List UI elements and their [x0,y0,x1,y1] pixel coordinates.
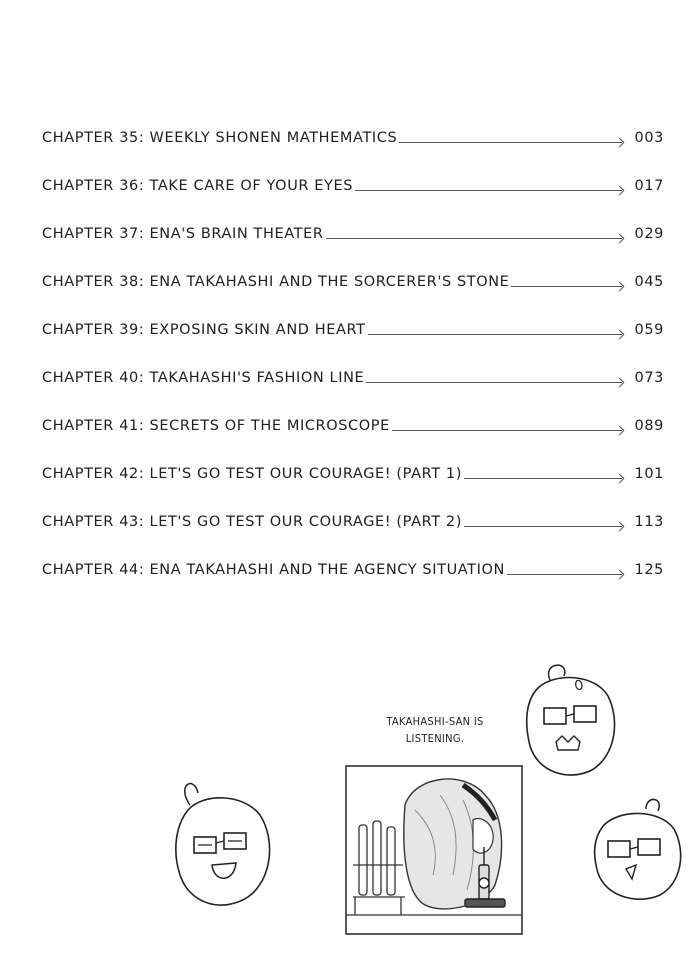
toc-entry-title: CHAPTER 39: EXPOSING SKIN AND HEART [42,322,366,338]
toc-entry[interactable] [42,408,664,434]
leader-arrow-icon [368,334,622,335]
leader-arrow-icon [399,142,622,143]
toc-entry-page: 073 [634,370,664,386]
toc-entry[interactable] [42,504,664,530]
toc-entry-page: 125 [634,562,664,578]
caption-line-2: LISTENING. [405,732,465,745]
toc-entry-page: 101 [634,466,664,482]
toc-entry-page: 029 [634,226,664,242]
toc-entry[interactable] [42,552,664,578]
leader-arrow-icon [355,190,622,191]
toc-entry-title: CHAPTER 37: ENA'S BRAIN THEATER [42,226,324,242]
leader-arrow-icon [326,238,622,239]
toc-entry[interactable] [42,312,664,338]
panel-caption [372,713,498,747]
toc-entry[interactable] [42,264,664,290]
toc-entry[interactable] [42,360,664,386]
toc-entry-title: CHAPTER 38: ENA TAKAHASHI AND THE SORCERER'S STONE [42,274,510,290]
toc-entry[interactable] [42,120,664,146]
toc-entry-title: CHAPTER 43: LET'S GO TEST OUR COURAGE! (PART 2) [42,514,462,530]
toc-entry-title: CHAPTER 44: ENA TAKAHASHI AND THE AGENCY SITUATION [42,562,505,578]
toc-entry-page: 113 [634,514,664,530]
leader-arrow-icon [507,574,622,575]
toc-entry-title: CHAPTER 35: WEEKLY SHONEN MATHEMATICS [42,130,398,146]
toc-entry[interactable] [42,168,664,194]
leader-arrow-icon [392,430,622,431]
toc-entry-title: CHAPTER 42: LET'S GO TEST OUR COURAGE! (PART 1) [42,466,462,482]
microscope-panel-illustration [345,765,523,935]
chibi-glasses-nervous-illustration [520,660,620,780]
toc-entry-page: 059 [634,322,664,338]
toc-entry-title: CHAPTER 40: TAKAHASHI'S FASHION LINE [42,370,365,386]
leader-arrow-icon [464,526,622,527]
toc-entry[interactable] [42,456,664,482]
chibi-glasses-laughing-illustration [168,775,278,910]
toc-entry-title: CHAPTER 41: SECRETS OF THE MICROSCOPE [42,418,390,434]
leader-arrow-icon [511,286,622,287]
toc-entry-title: CHAPTER 36: TAKE CARE OF YOUR EYES [42,178,354,194]
toc-entry-page: 089 [634,418,664,434]
leader-arrow-icon [366,382,622,383]
caption-line-1: TAKAHASHI-SAN IS [386,715,484,728]
chibi-glasses-surprised-illustration [588,795,688,905]
toc-entry[interactable] [42,216,664,242]
toc-entry-page: 017 [634,178,664,194]
toc-entry-page: 045 [634,274,664,290]
leader-arrow-icon [464,478,622,479]
toc-entry-page: 003 [634,130,664,146]
